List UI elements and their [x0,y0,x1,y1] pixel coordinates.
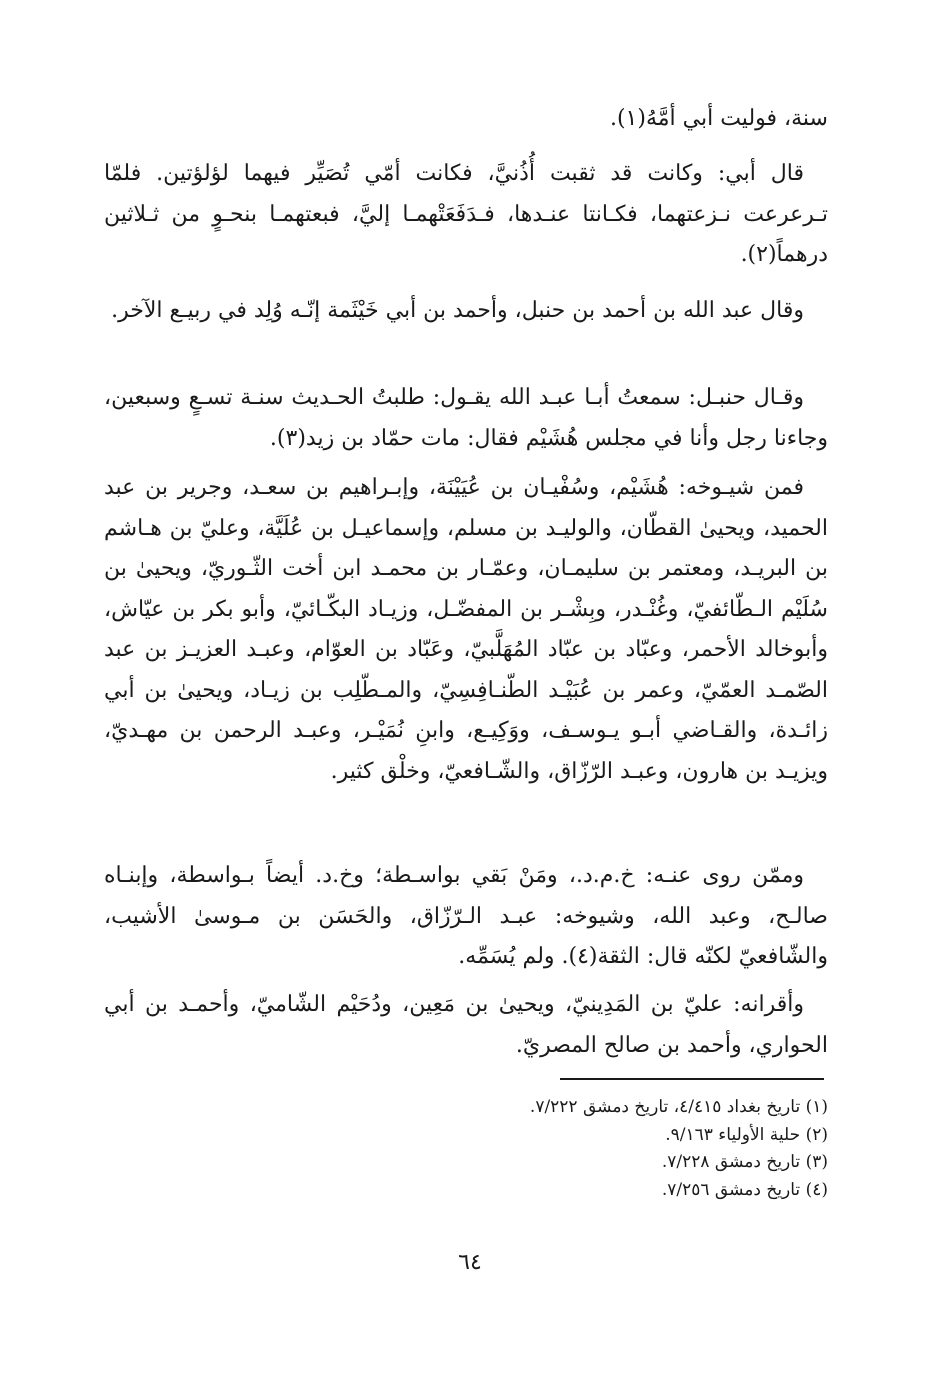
footnotes [300,1094,828,1204]
paragraph-6 [104,856,828,978]
paragraph-5 [104,468,828,792]
paragraph-2 [104,154,828,276]
paragraph-7 [104,985,828,1066]
paragraph-text: فمن شيـوخه: هُشَيْم، وسُفْيـان بن عُيَيْنَة، وإبـراهيم بن سعـد، وجرير بن عبد الحميد، ويحيىٰ القطّان، والوليـد بن مسلم، وإسماعيـل بن عُلَيَّة، وعليّ بن هـاشم بن البريـد، ومعتمر بن سليمـان، وعمّـار بن محمـد ابن أخت الثّـوريّ، ويحيىٰ بن سُلَيْم الـطّائفيّ، وغُنْـدر، وبِشْـر بن المفضّـل، وزيـاد البكّـائيّ، وأبو بكر بن عيّاش، وأبوخالد الأحمر، وعبّاد بن عبّاد المُهَلَّبيّ، وعَبّاد بن العوّام، وعبـد العزيـز بن عبد الصّمـد العمّيّ، وعمر بن عُبَيْـد الطّنـافِسِيّ، والمـطّلِب بن زيـاد، ويحيىٰ بن أبي زائـدة، والقـاضي أبـو يـوسـف، ووَكِيـع، وابنِ نُمَيْـر، وعبـد الرحمن بن مهـديّ، ويزيـد بن هارون، وعبـد الرّزّاق، والشّـافعيّ، وخلْق كثير. [104,475,828,784]
paragraph-text: وقال عبد الله بن أحمد بن حنبل، وأحمد بن أبي خَيْثَمة إنّـه وُلِد في ربيـع الآخر. [111,298,804,323]
paragraph-4 [104,378,828,459]
paragraph-text: وقـال حنبـل: سمعتُ أبـا عبـد الله يقـول: طلبتُ الحـديث سنـة تسـعٍ وسبعين، وجاءنا رجل وأنا في مجلس هُشَيْم فقال: مات حمّاد بن زيد(٣). [104,385,828,451]
footnote-4: (٤) تاريخ دمشق ٧/٢٥٦. [661,1179,828,1200]
paragraph-text: سنة، فوليت أبي أمَّهُ(١). [609,106,828,131]
footnote-1: (١) تاريخ بغداد ٤/٤١٥، تاريخ دمشق ٧/٢٢٢. [529,1097,828,1117]
paragraph-3 [104,291,828,332]
footnote-divider [560,1078,824,1080]
paragraph-text: وممّن روى عنـه: خ.م.د.، ومَنْ بَقي بواسـطة؛ وخ.د. أيضاً بـواسطة، وإبنـاه صالـح، وعبد الله، وشيوخه: عبـد الـرّزّاق، والحَسَن بن مـوسىٰ الأشيب، والشّافعيّ لكنّه قال: الثقة(٤). ولم يُسَمِّه. [104,863,828,969]
paragraph-1 [104,99,828,140]
footnote-2: (٢) حلية الأولياء ٩/١٦٣. [665,1124,828,1145]
footnote-3: (٣) تاريخ دمشق ٧/٢٢٨. [661,1152,828,1172]
page-number: ٦٤ [458,1250,482,1275]
paragraph-text: وأقرانه: عليّ بن المَدِينيّ، ويحيىٰ بن مَعِين، ودُحَيْم الشّاميّ، وأحمـد بن أبي الحواري، وأحمد بن صالح المصريّ. [104,992,828,1058]
paragraph-text: قال أبي: وكانت قد ثقبت أُذُنيَّ، فكانت أمّي تُصَيِّر فيهما لؤلؤتين. فلمّا تـرعرعت نـزعتهما، فكـانتا عنـدها، فـدَفَعَتْهمـا إليَّ، فبعتهمـا بنحـوٍ من ثـلاثين درهماً(٢). [104,161,828,267]
